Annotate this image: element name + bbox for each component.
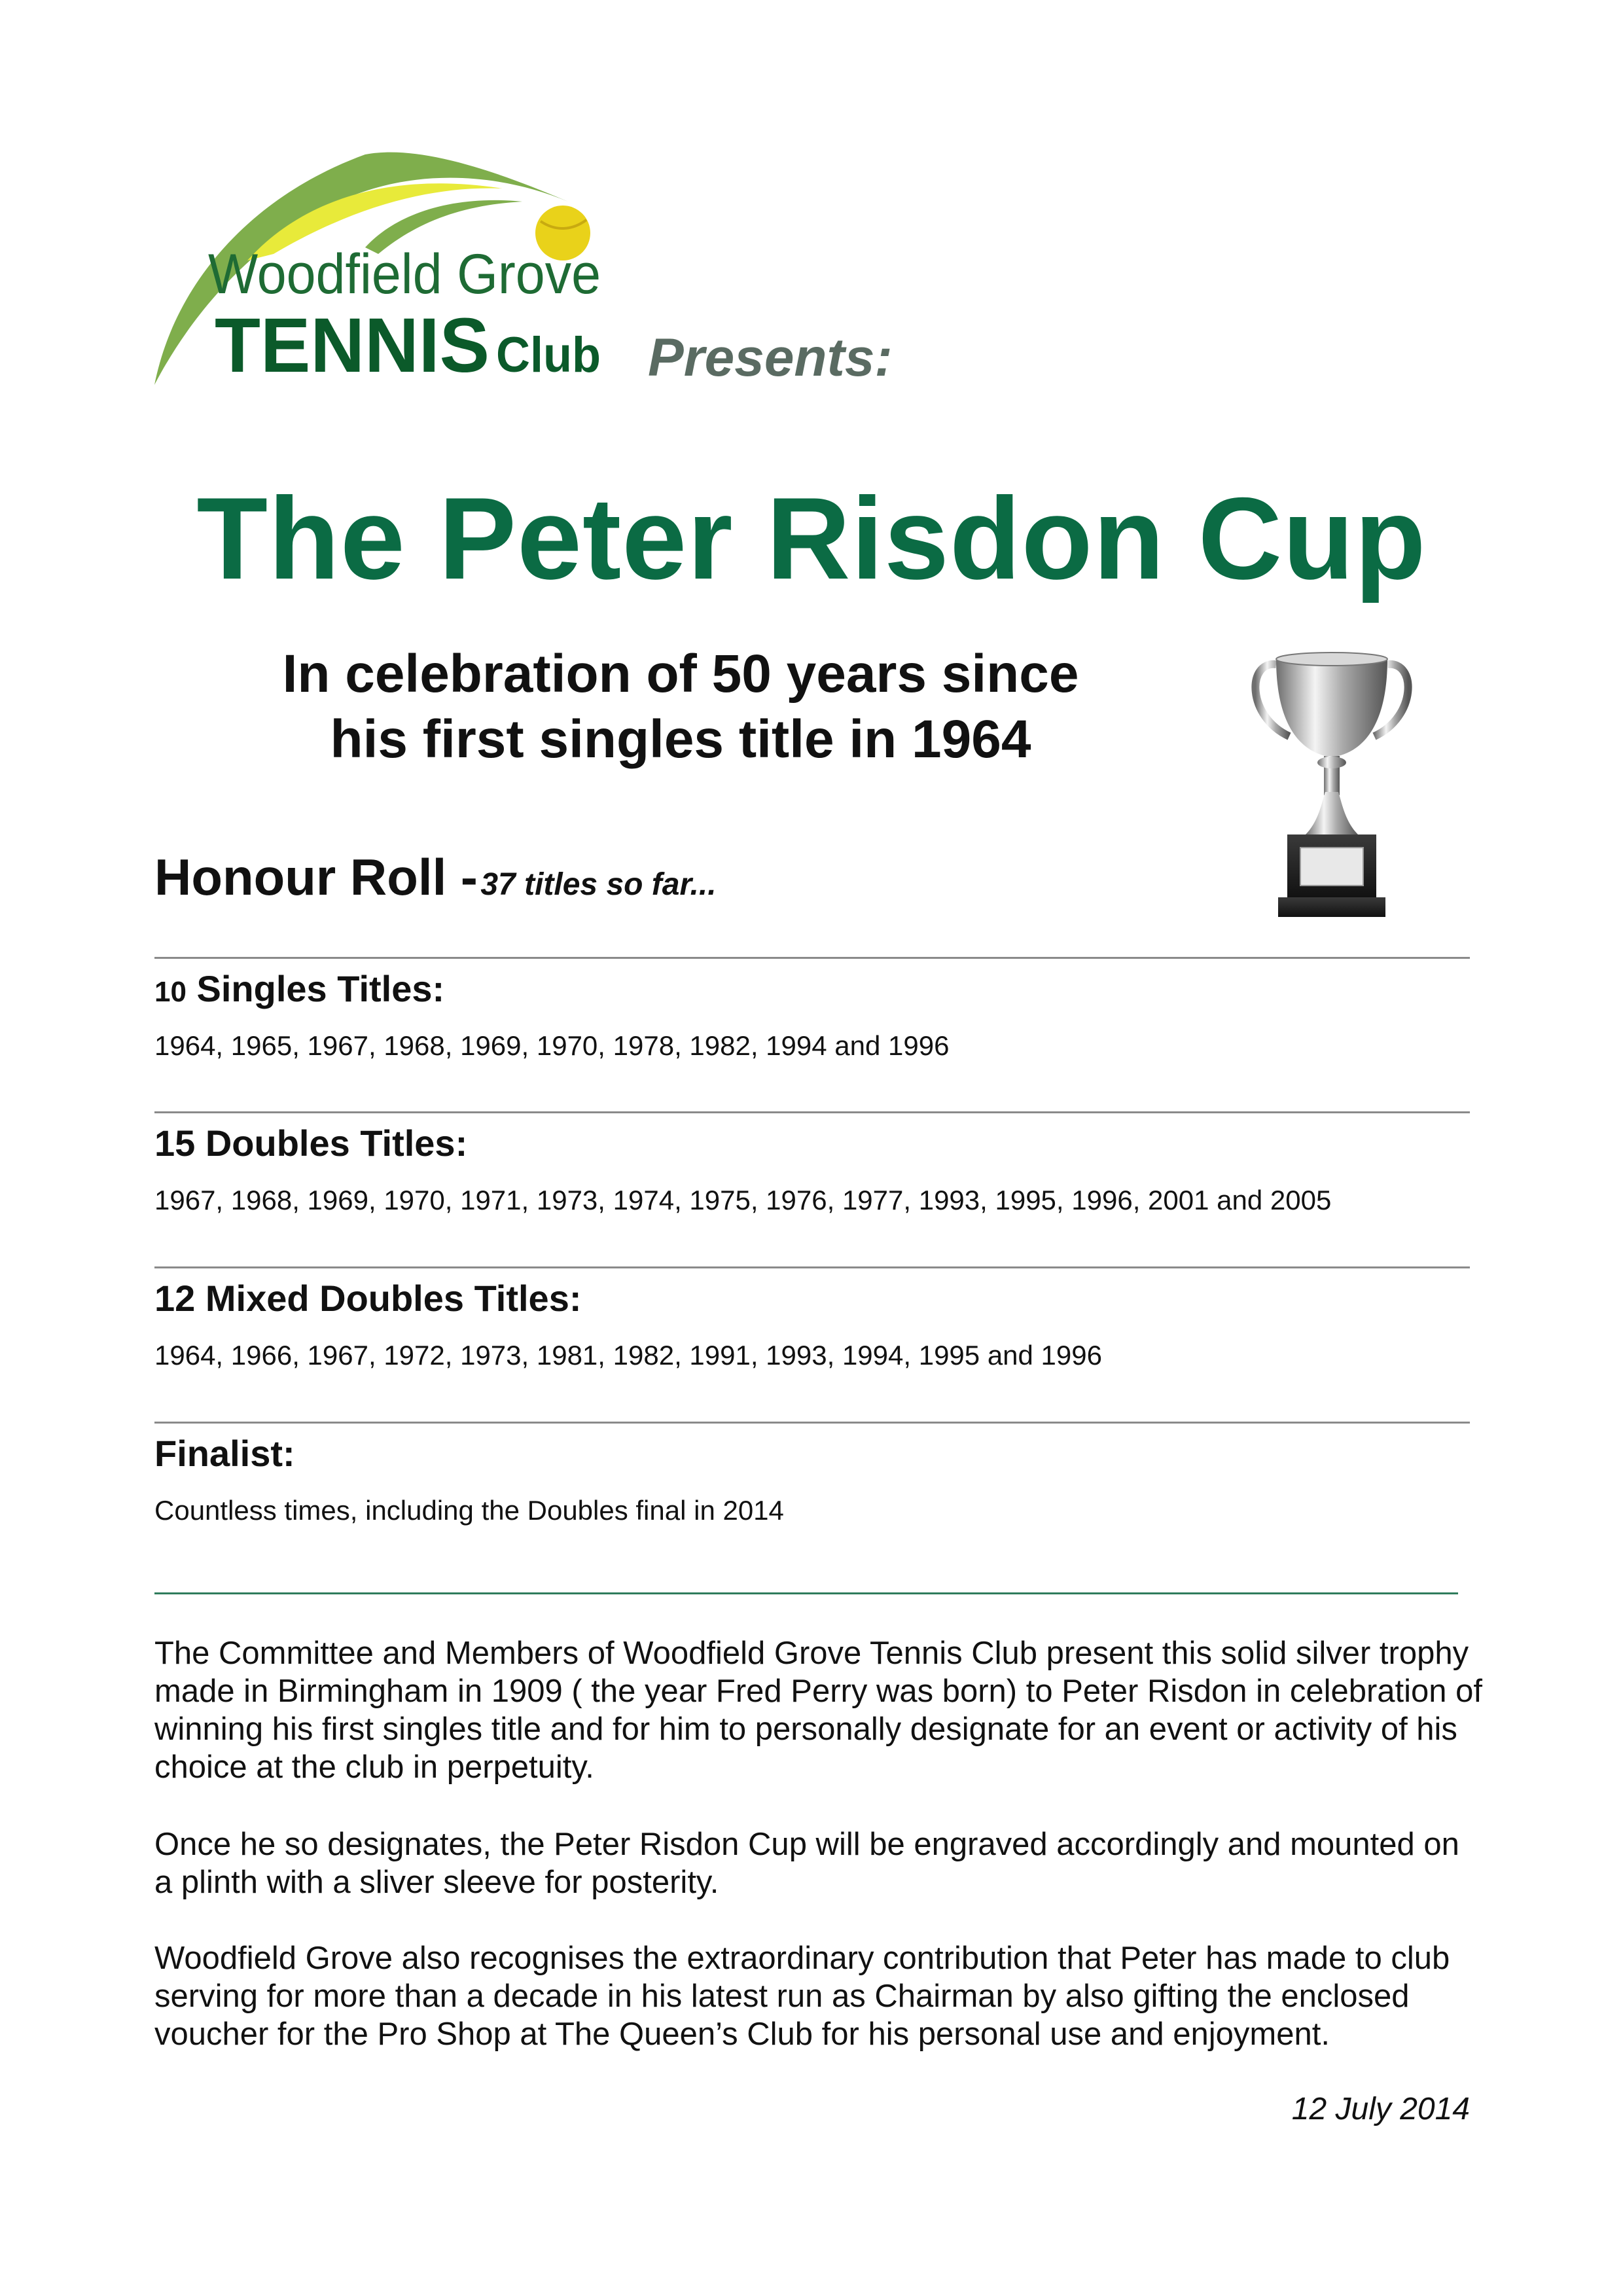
section-body-doubles: 1967, 1968, 1969, 1970, 1971, 1973, 1974, 1975, 1976, 1977, 1993, 1995, 1996, 2001 and 2005 [154,1185,1332,1215]
section-title-mixed [154,1277,582,1319]
logo-line3: Club [496,327,601,383]
section-label: Finalist: [154,1433,295,1474]
trophy-icon [1247,645,1417,926]
section-title-finalist [154,1432,295,1475]
section-count: 10 [154,976,187,1008]
presents-label: Presents: [648,328,893,387]
section-label: Doubles Titles: [205,1122,468,1164]
section-body-finalist: Countless times, including the Doubles final in 2014 [154,1495,784,1526]
paragraph-1: The Committee and Members of Woodfield Grove Tennis Club present this solid silver trophy made in Birmingham in 1909 ( the year Fred Perry was born) to Peter Risdon in celebration of winning his first singles title and for him to personally designate for an event or activity of his choice at the club in perpetuity. [154,1636,1483,1785]
section-title-doubles [154,1122,467,1164]
section-title-singles [154,967,444,1010]
divider [154,1111,1470,1113]
section-label: Singles Titles: [196,968,445,1009]
subtitle-line-2: his first singles title in 1964 [330,709,1031,769]
subtitle-line-1: In celebration of 50 years since [282,644,1079,704]
honour-roll-heading [154,848,717,907]
divider [154,1266,1470,1268]
date: 12 July 2014 [1291,2092,1470,2126]
divider [154,957,1470,959]
club-logo [149,149,607,391]
page-title: The Peter Risdon Cup [196,473,1427,603]
divider-green [154,1592,1458,1594]
logo-line2: TENNIS [215,302,490,389]
section-count: 12 [154,1278,196,1319]
subtitle [216,641,1145,772]
logo-line1: Woodfield Grove [208,243,601,306]
section-body-mixed: 1964, 1966, 1967, 1972, 1973, 1981, 1982, 1991, 1993, 1994, 1995 and 1996 [154,1340,1102,1371]
paragraph-2: Once he so designates, the Peter Risdon Cup will be engraved accordingly and mounted on a plinth with a sliver sleeve for posterity. [154,1827,1459,1900]
divider [154,1422,1470,1424]
honour-roll-title: Honour Roll - [154,848,478,906]
section-count: 15 [154,1122,196,1164]
section-label: Mixed Doubles Titles: [205,1278,582,1319]
honour-roll-subtitle: 37 titles so far... [480,867,717,902]
paragraph-3: Woodfield Grove also recognises the extraordinary contribution that Peter has made to club serving for more than a decade in his latest run as Chairman by also gifting the enclosed voucher for the Pro Shop at The Queen’s Club for his personal use and enjoyment. [154,1941,1450,2052]
section-body-singles: 1964, 1965, 1967, 1968, 1969, 1970, 1978, 1982, 1994 and 1996 [154,1030,950,1061]
